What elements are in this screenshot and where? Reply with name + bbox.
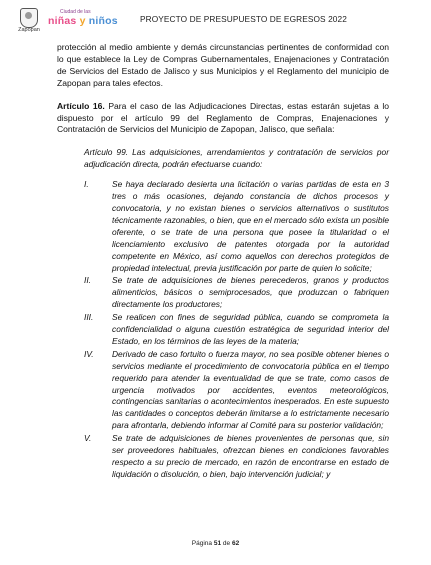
- document-body: [57, 42, 389, 482]
- item-text: Se trate de adquisiciones de bienes perecederos, granos y productos alimenticios, básicos o semiprocesados, que produzcan o fabriquen directamente los productores;: [112, 275, 389, 310]
- article-16-paragraph: [57, 101, 389, 137]
- crest-label: Zapopan: [18, 27, 40, 33]
- zapopan-crest-icon: [20, 8, 38, 28]
- brand-word-1: niñas: [48, 15, 77, 27]
- brand-word-2: y: [79, 15, 86, 27]
- quoted-article-99: [84, 147, 389, 480]
- item-number: I.: [84, 179, 89, 190]
- page-total: 62: [231, 540, 240, 547]
- list-item: [84, 349, 389, 432]
- quote-intro: Artículo 99. Las adquisiciones, arrendamientos y contratación de servicios por adjudicación directa, podrán efectuarse cuando:: [84, 147, 389, 170]
- page-footer: [0, 540, 431, 547]
- brand-word-3: niños: [88, 15, 118, 27]
- item-text: Derivado de caso fortuito o fuerza mayor, no sea posible obtener bienes o servicios mediante el procedimiento de convocatoria pública en el tiempo requerido para atender la eventualidad de que se trate, como casos de urgencia motivados por accidentes, eventos meteorológicos, contingencias sanitarias o acontecimientos inesperados. En este supuesto las cantidades o conceptos deberán limitarse a lo estrictamente necesario para afrontarla, debiendo informar al Comité para su posterior validación;: [112, 348, 389, 431]
- item-text: Se realicen con fines de seguridad pública, cuando se comprometa la confidencialidad o alguna cuestión estratégica de seguridad interior del Estado, en los términos de las leyes de la materia;: [112, 312, 389, 346]
- item-number: II.: [84, 275, 91, 286]
- list-item: [84, 179, 389, 274]
- brand-logo: [48, 9, 130, 33]
- item-text: Se haya declarado desierta una licitación o varias partidas de esta en 3 tres o más ocasiones, dejando constancia de dichos procesos y convocatoria, y no existan bienes o servicios alternativos o sustitutos técnicamente razonables, o bien, que en el mercado sólo exista un posible oferente, o se trate de una persona que posee la titularidad o el licenciamiento exclusivo de patentes otorgada por la autoridad competente en México, así como aquellos con derechos protegidos de propiedad intelectual, previa justificación por parte de quien lo solicite;: [112, 179, 390, 273]
- brand-main-text: [48, 15, 118, 27]
- document-title: PROYECTO DE PRESUPUESTO DE EGRESOS 2022: [140, 14, 347, 24]
- page-current: 51: [213, 540, 222, 547]
- page-header: [0, 0, 431, 42]
- brand-small-text: Ciudad de las: [60, 9, 91, 15]
- list-item: [84, 312, 389, 348]
- paragraph-1: protección al medio ambiente y demás circunstancias pertinentes de conformidad con lo que establece la Ley de Compras Gubernamentales, Enajenaciones y Contratación de Servicios del Estado de Jalisco y sus Municipios y el Reglamento del municipio de Zapopan para tales efectos.: [57, 42, 389, 88]
- list-item: [84, 275, 389, 311]
- article-text: Para el caso de las Adjudicaciones Directas, estas estarán sujetas a lo dispuesto por el artículo 99 del Reglamento de Compras, Enajenaciones y Contratación de Servicios del Municipio de Zapopan, Jalisco, que señala:: [57, 100, 389, 135]
- item-number: III.: [84, 312, 94, 323]
- article-label: Artículo 16.: [57, 100, 105, 111]
- item-number: IV.: [84, 348, 94, 359]
- item-text: Se trate de adquisiciones de bienes provenientes de personas que, sin ser proveedores habituales, ofrezcan bienes en condiciones favorables respecto a su precio de mercado, en razón de encontrarse en estado de liquidación o disolución, o bien, bajo intervención judicial; y: [112, 433, 389, 479]
- page-word: Página: [191, 540, 213, 547]
- item-number: V.: [84, 433, 92, 444]
- list-item: [84, 433, 389, 481]
- of-word: de: [222, 540, 231, 547]
